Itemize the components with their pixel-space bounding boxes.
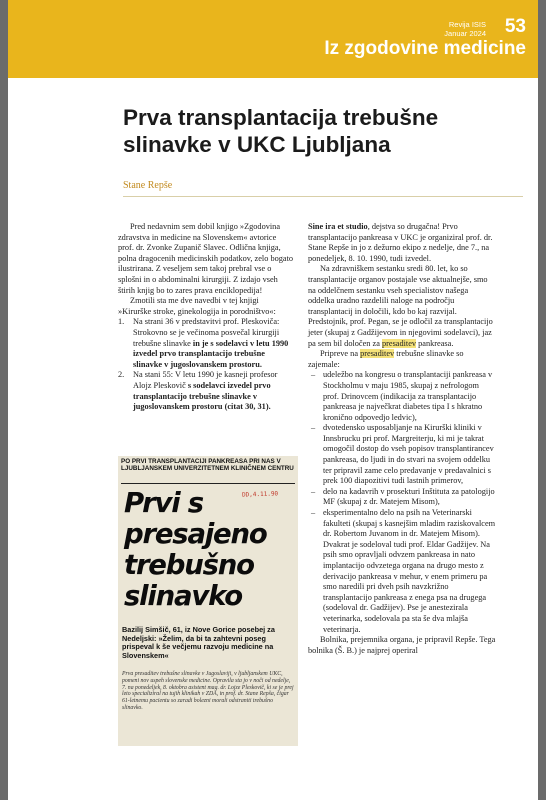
handwritten-date-stamp: DD,4.11.90 — [241, 490, 279, 499]
highlighted-word: presaditev — [381, 338, 417, 348]
title-divider — [123, 196, 523, 197]
quote-emphasis: s sodelavci izvedel prvo transplantacijo trebušne slinavke v jugoslovanskem prostoru (citat 30, 31). — [133, 380, 271, 412]
right-column — [308, 222, 496, 656]
clipping-headline — [124, 488, 296, 612]
preparation-item: – udeležbo na kongresu o transplantaciji pankreasa v Stockholmu v maju 1985, skupaj z nefrologom prof. Drinovcem (indikacija za transplantacijo pankreasa je največkrat diabetes tipa I s hkratno kronično odpovedjo ledvic), — [311, 370, 493, 422]
newspaper-clipping — [118, 456, 298, 746]
latin-phrase: Sine ira et studio — [308, 222, 368, 231]
quote-list — [118, 317, 294, 412]
intro-paragraph: Pred nedavnim sem dobil knjigo »Zgodovina zdravstva in medicine na Slovenskem« avtorice prof. dr. Zvonke Zupanič Slavec. Odlična knjiga, polna dragocenih medicinskih podatkov, zelo bogato ilustrirana. Z veseljem sem takoj prebral vse o splošni in o abdominalni kirurgiji. Z izdajo vseh štirih knjig bo to zares prava enciklopedija! — [118, 222, 294, 295]
clipping-kicker: PO PRVI TRANSPLANTACIJI PANKREASA PRI NAS V LJUBLJANSKEM UNIVERZITETNEM KLINIČNEM CENTRU — [121, 458, 294, 473]
clipping-headline-line: slinavko — [124, 580, 242, 612]
quote-item — [118, 370, 294, 412]
article-author: Stane Repše — [123, 180, 173, 191]
quote-number: 2. — [118, 370, 125, 380]
clipping-caption: Prva presaditev trebušne slinavke v Jugoslaviji, v ljubljanskem UKC, pomeni nov uspeh slovenske medicine. Opravila sta jo v noči od nedelje, 7. na ponedeljek, 8. oktobra asistent mag. dr. Lojze Pleskovič, ki se je prej leto specializiral na tujih klinikah v ZDA, in prof. dr. Stane Repša, čigar 61-letnemu pacientu so zaradi bolezni morali odstraniti trebušno slinavko. — [122, 671, 294, 711]
quote-number: 1. — [118, 317, 125, 327]
clipping-headline-line: Prvi s — [124, 487, 203, 519]
section-title: Iz zgodovine medicine — [324, 38, 526, 59]
clipping-rule — [121, 483, 295, 484]
quotes-intro-paragraph: Zmotili sta me dve navedbi v tej knjigi »Kirurške stroke, ginekologija in porodništvo«: — [118, 296, 276, 316]
highlighted-word: presaditev — [360, 349, 395, 359]
magazine-page — [8, 0, 538, 800]
quote-text: Na stani 55: V letu 1990 je kasneji profesor Alojz Pleskovič — [133, 370, 278, 390]
preparation-item: – eksperimentalno delo na psih na Veterinarski fakulteti (skupaj s kasnejšim mladim raziskovalcem dr. Robertom Juvanom in dr. Matejem Misom). Dvakrat je sodeloval tudi prof. Eldar Gadžijev. Na psih smo opravljali odvzem pankreasa in nato implantacijo odvzetega organa na drugo mesto z derivacijo pankreasa v mehur, v enem primeru pa smo naredili pri dveh psih navzkrižno transplantacijo pankreasa z enega psa na drugega (sodeloval dr. Gadžijev). Pse je anestezirala veterinarka, sodelovala pa sta še dva mlajša veterinarja. — [311, 508, 496, 634]
article-title: Prva transplantacija trebušne slinavke v UKC Ljubljana — [123, 105, 439, 157]
quote-item — [118, 317, 294, 370]
issue-info — [444, 20, 486, 38]
clipping-headline-line: presajeno — [124, 518, 267, 550]
quote-emphasis: in je s sodelavci v letu 1990 izvedel prvo transplantacijo trebušne slinavke v jugoslovanskem prostoru. — [133, 338, 289, 369]
patient-paragraph: Bolnika, prejemnika organa, je pripravil Repše. Tega bolnika (Š. B.) je najprej operiral — [308, 635, 496, 655]
preparations-list — [308, 370, 496, 635]
clipping-headline-line: trebušno — [124, 549, 254, 581]
left-column — [118, 222, 294, 413]
opening-paragraph: Sine ira et studio, dejstva so drugačna! Prvo transplantacijo pankreasa v UKC je organiziral prof. dr. Stane Repše in jo z dežurno ekipo z nedelje, dne 7., na ponedeljek, 8. 10. 1990, tudi izvedel. — [308, 222, 493, 263]
preparations-paragraph: Pripreve na presaditev trebušne slinavke so zajemale: — [308, 349, 464, 369]
quote-text: Na strani 36 v predstavitvi prof. Pleskoviča: Strokovno se je večinoma posvečal kirurgiji trebušne slinavke — [133, 317, 280, 348]
meeting-paragraph: Na zdravniškem sestanku sredi 80. let, ko so transplantacije organov postajale vse aktualnejše, smo na oddelčnem sestanku vseh specialistov našega oddelka uradno razdelili naloge na področju transplantacij in določili, kdo bo kaj razvijal. Predstojnik, prof. Pegan, se je odločil za transplantacijo jeter (skupaj z Gadžijevom in njegovimi sodelavci), jaz pa sem bil določen za presaditev pankreasa. — [308, 264, 493, 348]
page-number: 53 — [504, 16, 526, 37]
preparation-item: – delo na kadavrih v prosekturi Inštituta za patologijo MF (skupaj z dr. Matejem Misom), — [311, 486, 495, 507]
preparation-item: – dvotedensko usposabljanje na Kirurški kliniki v Innsbrucku pri prof. Margreiterju, ki mi je takrat omogočil dostop do vseh popisov transplantirancev pankreasa, do ljudi in do stvari na svojem oddelku ter pripravil zame celo predavanje v predavalnici s prek 100 diapozitivi tudi lastnih primerov, — [311, 423, 494, 486]
magazine-name: Revija ISIS — [448, 20, 486, 29]
clipping-lead: Bazilij Simšič, 61, iz Nove Gorice posebej za Nedeljski: »Želim, da bi ta zahtevni poseg prispeval k še večjemu razvoju medicine na Slovenskem« — [122, 625, 275, 661]
issue-date: Januar 2024 — [444, 29, 486, 38]
section-header-bar — [8, 0, 538, 78]
